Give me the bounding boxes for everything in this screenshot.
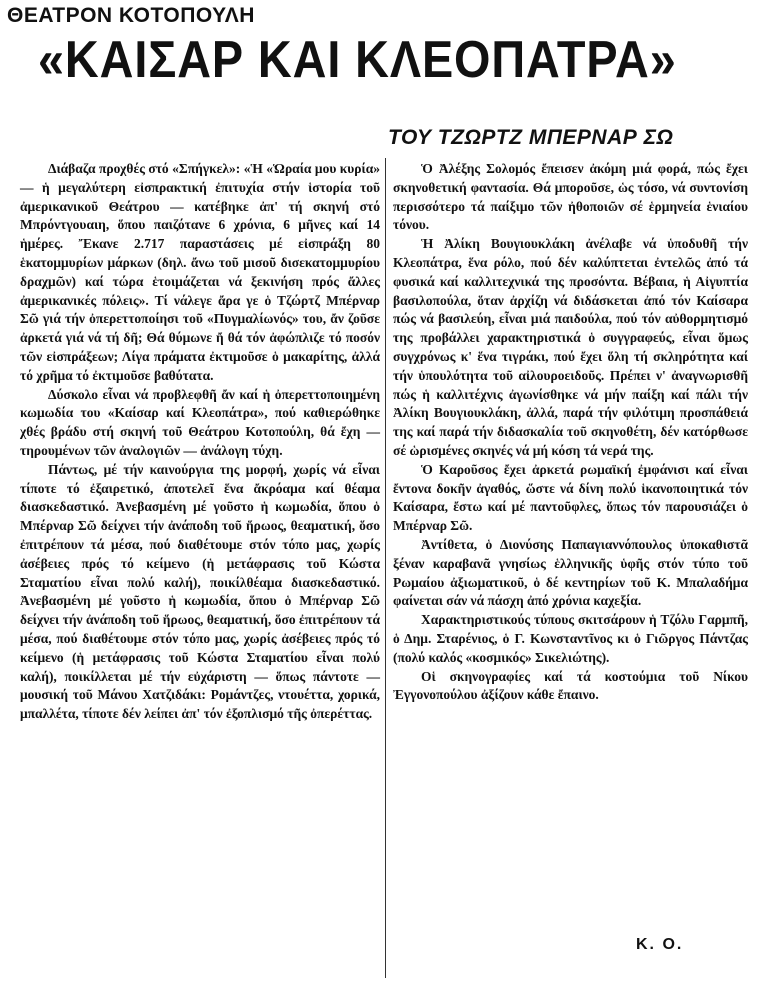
- left-paragraph: Πάντως, μέ τήν καινούργια της μορφή, χωρίς νά εἶναι τίποτε τό ἐξαιρετικό, ἀποτελεῖ ἕνα ἄκρόαμα καί θέαμα διασκεδαστικό. Ἀνεβασμένη μέ γοῦστο ἡ κωμωδία, ὅπου ὁ Μπέρναρ Σῶ δείχνει τήν ἀνάποδη τοῦ ἥρωος, θεαματική, ὅσο ἐπιτρέπουν τά μέσα, πού διαθέτουμε στόν τόπο μας, χωρίς ἀσέβειες πρός τό κείμενο (ἡ μετάφρασις τοῦ Κώστα Σταματίου εἶναι πολύ καλή), ποικίλθέαμα διασκεδαστικό. Ἀνεβασμένη μέ γοῦστο ἡ κωμωδία, ὅπου ὁ Μπέρναρ Σῶ δείχνει τήν ἀνάποδη τοῦ ἥρωος, θεαματική, ὅσο ἐπιτρέπουν τά μέσα, πού διαθέτουμε στόν τόπο μας, χωρίς ἀσέβειες πρός τό κείμενο (ἡ μετάφρασις τοῦ Κώστα Σταματίου εἶναι πολύ καλή), ποικίλλεται μέ τήν εὐχάριστη — ὅπως πάντοτε — μουσική τοῦ Μάνου Χατζιδάκι: Ρομάντζες, ντουέττα, χορικά, μπαλλέτα, τίποτε δέν λείπει ἀπ' τόν ἐξοπλισμό τῆς ὀπερέττας.: [20, 461, 380, 722]
- right-paragraph: Ἀντίθετα, ὁ Διονύσης Παπαγιαννόπουλος ὑποκαθιστᾶ ξέναν καραβανᾶ γνησίως ἑλληνικῆς ὑφῆς στόν τύπο τοῦ Ρωμαίου ἀξιωματικοῦ, ὁ δέ κεντηρίων τοῦ Κ. Μπαλαδήμα φαίνεται σάν νά πάσχη ἀπό χρόνια καχεξία.: [393, 536, 748, 609]
- left-paragraph: Δύσκολο εἶναι νά προβλεφθῆ ἄν καί ἡ ὀπερεττοποιημένη κωμωδία του «Καίσαρ καί Κλεοπάτρα», πού καθιερώθηκε χθές βράδυ στή σκηνή τοῦ Θεάτρου Κοτοπούλη, θά ἔχη — τηρουμένων τῶν ἀναλογιῶν — ἀνάλογη τύχη.: [20, 386, 380, 458]
- right-paragraph: Ὁ Καροῦσος ἔχει ἀρκετά ρωμαϊκή ἐμφάνισι καί εἶναι ἔντονα δοκῆν ἀγαθός, ὥστε νά δίνη πολύ ἱκανοποιητικά τόν Καίσαρα, ἔστω καί μέ παντοῦφλες, ὅπως τόν παρουσιάζει ὁ Μπέρναρ Σῶ.: [393, 461, 748, 534]
- right-paragraph: Χαρακτηριστικούς τύπους σκιτσάρουν ἡ Τζόλυ Γαρμπῆ, ὁ Δημ. Σταρένιος, ὁ Γ. Κωνσταντῖνος κι ὁ Γιῶργος Πάντζας (πολύ καλός «κοσμικός» Σικελιώτης).: [393, 612, 748, 665]
- right-paragraph: Οἱ σκηνογραφίες καί τά κοστούμια τοῦ Νίκου Ἐγγονοπούλου ἀξίζουν κάθε ἔπαινο.: [393, 668, 748, 703]
- column-divider: [385, 158, 386, 978]
- article-signature: Κ. Ο.: [636, 936, 684, 953]
- left-paragraph: Διάβαζα προχθές στό «Σπήγκελ»: «Ἡ «Ὡραία μου κυρία» — ἡ μεγαλύτερη εἰσπρακτική ἐπιτυχία στήν ἱστορία τοῦ ἀμερικανικοῦ Θεάτρου — κατέβηκε ἀπ' τή σκηνή στό Μπρόντγουαιη, ὅπου παιζότανε 6 χρόνια, 6 μῆνες καί 14 ἡμέρες. Ἔκανε 2.717 παραστάσεις μέ εἰσπράξη 80 ἑκατομμυρίων μάρκων (δηλ. ἄνω τοῦ μισοῦ δισεκατομμυρίου δραχμῶν) καί τώρα ἑτοιμάζεται νά ξεκινήση πρός ἄλλες ἀμερικανικές πόλεις». Τί νάλεγε ἄρα γε ὁ Τζώρτζ Μπέρναρ Σῶ γιά τήν ὀπερεττοποίησι τοῦ «Πυγμαλίωνός» του, ἄν ζοῦσε ἀρκετά γιά νά τή δῆ; Θά θύμωνε ἤ θά τόν ἀφώπλιζε τό ποσόν τῶν εἰσπράξεων; Λίγα πράματα ἐκτιμοῦσε ὁ μακαρίτης, ἀλλά τό χρῆμα τό ἐκτιμοῦσε βαθύτατα.: [20, 161, 380, 383]
- right-column: [393, 160, 748, 705]
- article-kicker: ΘΕΑΤΡΟΝ ΚΟΤΟΠΟΥΛΗ: [7, 4, 255, 27]
- article-headline: «ΚΑΙΣΑΡ ΚΑΙ ΚΛΕΟΠΑΤΡΑ»: [38, 31, 677, 89]
- right-paragraph: Ἡ Ἀλίκη Βουγιουκλάκη ἀνέλαβε νά ὑποδυθῆ τήν Κλεοπάτρα, ἕνα ρόλο, πού δέν καλύπτεται ἐντελῶς ἀπό τά φυσικά καί καλλιτεχνικά της προσόντα. Βέβαια, ἡ Αἰγυπτία βασιλοπούλα, ὅταν ἀρχίζη νά διδάσκεται ἀπό τόν Καίσαρα πώς νά βασιλεύη, εἶναι μιά παιδούλα, πού τόν αὐθορμητισμό της προβάλλει χαρακτηριστικά ὁ συγγραφεύς, εἶναι ὅμως συγχρόνως κ' ἕνα τιγράκι, πού ἔχει ὅλη τή σκληρότητα καί τήν ὑπουλότητα τοῦ αἰλουροειδοῦς. Πρέπει ν' ἀναγνωρισθῆ πώς ἡ καλλιτέχνις ἀγωνίσθηκε νά μήν παίξη καί πάλι τήν Ἀλίκη Βουγιουκλάκη, ἀλλά, παρά τήν φιλότιμη προσπάθειά της καί παρά τήν διδασκαλία τοῦ σκηνοθέτη, δέν κατόρθωσε σέ ὡρισμένες σκηνές νά μή κόση τά νερά της.: [393, 236, 748, 458]
- article-byline: ΤΟΥ ΤΖΩΡΤΖ ΜΠΕΡΝΑΡ ΣΩ: [388, 126, 674, 149]
- right-paragraph: Ὁ Ἀλέξης Σολομός ἔπεισεν ἀκόμη μιά φορά, πώς ἔχει σκηνοθετική φαντασία. Θά μποροῦσε, ὡς τόσο, νά συντονίση περισσότερο τά παίξιμο τῶν ἠθοποιῶν σέ ἑρμηνεία ἑνιαίου τόνου.: [393, 161, 748, 233]
- left-column: [20, 160, 380, 724]
